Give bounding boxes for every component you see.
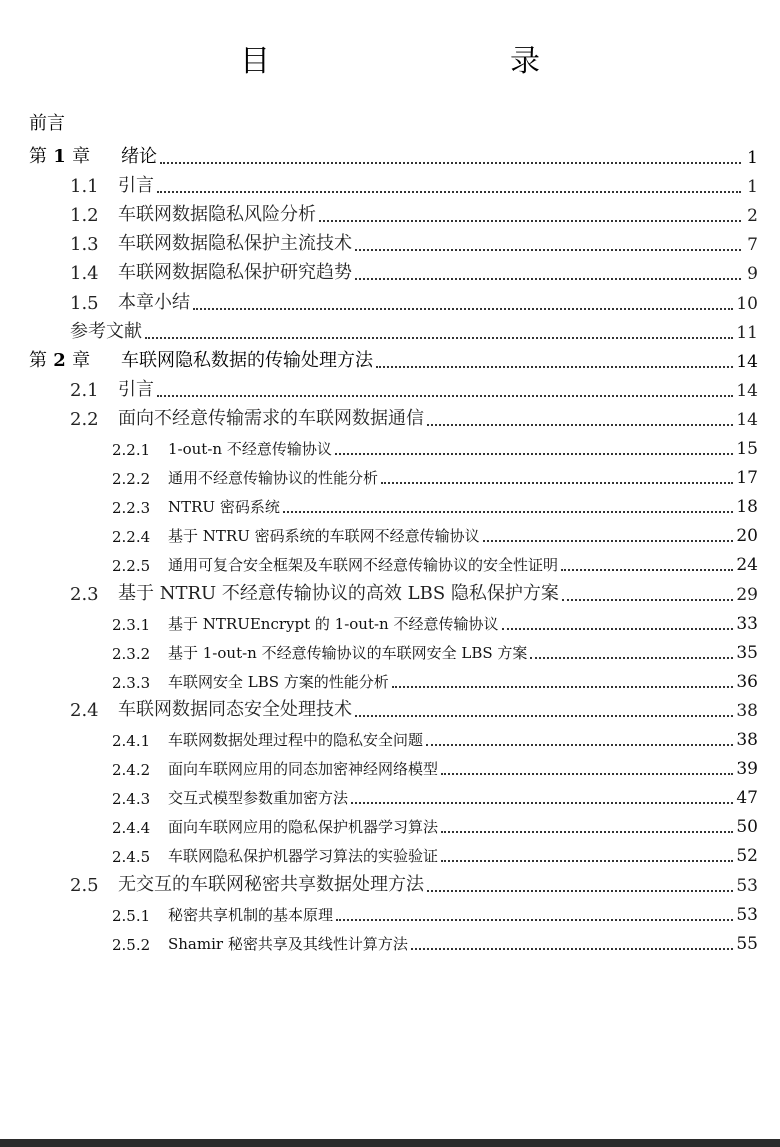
dot-leader (530, 657, 733, 659)
toc-entry[interactable] (0, 897, 780, 925)
page-number: 52 (736, 846, 758, 867)
toc-entry[interactable] (0, 402, 780, 430)
entry-label: 车联网数据同态安全处理技术 (118, 698, 352, 720)
dot-leader (355, 249, 741, 251)
section-number: 2.2.3 (112, 499, 151, 518)
page-number: 14 (736, 409, 758, 430)
entry-label: 面向车联网应用的同态加密神经网络模型 (168, 760, 439, 779)
toc-entry[interactable] (0, 693, 780, 721)
section-number: 2.1 (70, 379, 99, 401)
toc-entry[interactable] (0, 606, 780, 634)
page-number: 55 (736, 933, 758, 954)
page-number: 24 (736, 555, 758, 576)
dot-leader (355, 715, 733, 717)
page-number: 33 (736, 613, 758, 634)
page-number: 1 (747, 148, 758, 168)
dot-leader (441, 773, 733, 775)
chapter-digit: 2 (47, 349, 73, 371)
toc-entry[interactable] (0, 227, 780, 255)
dot-leader (561, 569, 733, 571)
section-number: 2.5 (70, 874, 99, 896)
dot-leader (483, 540, 734, 542)
section-number: 2.2.2 (112, 470, 151, 489)
toc-entry[interactable] (0, 315, 780, 343)
section-number: 1.3 (70, 234, 99, 256)
toc-entry[interactable] (0, 518, 780, 546)
section-number: 2.2 (70, 408, 99, 430)
section-number: 2.3.3 (112, 673, 151, 692)
entry-label: 车联网隐私数据的传输处理方法 (121, 349, 373, 371)
page-number: 29 (736, 584, 758, 605)
entry-label: 本章小结 (118, 291, 190, 313)
dot-leader (376, 366, 733, 368)
dot-leader (335, 453, 734, 455)
page-number: 7 (747, 235, 758, 256)
dot-leader (157, 395, 733, 397)
entry-label: 车联网安全 LBS 方案的性能分析 (168, 672, 389, 691)
page-number: 50 (736, 817, 758, 838)
entry-label: Shamir 秘密共享及其线性计算方法 (168, 934, 408, 953)
section-number: 2.2.5 (112, 557, 151, 576)
chapter-suffix: 章 (72, 146, 91, 167)
entry-label: 基于 NTRUEncrypt 的 1-out-n 不经意传输协议 (168, 614, 499, 633)
dot-leader (426, 744, 733, 746)
toc-entry-preface[interactable]: 前言 (29, 113, 65, 134)
section-number: 1.2 (70, 205, 99, 227)
toc-entry[interactable] (0, 577, 780, 605)
chapter-prefix: 第 (29, 146, 47, 167)
page-number: 9 (747, 264, 758, 285)
section-number: 2.2.1 (112, 441, 151, 459)
dot-leader (283, 511, 734, 513)
section-number: 1.5 (70, 292, 99, 314)
page-number: 36 (736, 671, 758, 692)
toc-entry[interactable] (0, 868, 780, 896)
toc-entry[interactable] (0, 140, 780, 168)
section-number: 1.1 (70, 176, 99, 198)
toc-entry[interactable] (0, 664, 780, 692)
entry-label: 车联网数据隐私风险分析 (118, 204, 316, 226)
entry-label: 绪论 (121, 146, 157, 167)
toc-entry[interactable] (0, 169, 780, 197)
page-number: 20 (736, 526, 758, 547)
chapter-number (29, 346, 121, 372)
toc-entry[interactable] (0, 286, 780, 314)
entry-label: 参考文献 (70, 320, 142, 342)
section-number: 2.4.2 (112, 761, 151, 780)
page-number: 14 (736, 351, 758, 372)
page-number: 39 (736, 759, 758, 780)
page-number: 10 (736, 293, 758, 314)
page-number: 11 (736, 322, 758, 343)
toc-entry[interactable] (0, 751, 780, 779)
toc-entry[interactable] (0, 198, 780, 226)
dot-leader (160, 162, 741, 164)
dot-leader (319, 220, 741, 222)
page-number: 38 (736, 700, 758, 721)
section-number: 2.3.2 (112, 644, 151, 663)
entry-label: 秘密共享机制的基本原理 (168, 905, 334, 924)
toc-entry[interactable] (0, 838, 780, 866)
toc-entry[interactable] (0, 635, 780, 663)
page-number: 53 (736, 904, 758, 925)
section-number: 2.5.1 (112, 906, 151, 925)
page-number: 35 (736, 642, 758, 663)
toc-entry[interactable] (0, 926, 780, 954)
dot-leader (427, 890, 733, 892)
page-number: 2 (747, 206, 758, 227)
section-number: 2.4.4 (112, 819, 151, 838)
dot-leader (441, 831, 733, 833)
toc-entry[interactable] (0, 722, 780, 750)
entry-label: 车联网数据隐私保护研究趋势 (118, 262, 352, 284)
entry-label: 通用不经意传输协议的性能分析 (168, 469, 379, 488)
page-number: 14 (736, 380, 758, 401)
page-number: 38 (736, 730, 758, 750)
dot-leader (336, 919, 733, 921)
entry-label: 1-out-n 不经意传输协议 (168, 440, 332, 458)
toc-entry[interactable] (0, 780, 780, 808)
page-number: 15 (736, 439, 758, 459)
toc-entry[interactable] (0, 547, 780, 575)
page-number: 18 (736, 497, 758, 518)
dot-leader (381, 482, 733, 484)
toc-entry[interactable] (0, 809, 780, 837)
entry-label: 引言 (118, 175, 154, 197)
entry-label: 基于 1-out-n 不经意传输协议的车联网安全 LBS 方案 (168, 643, 528, 662)
entry-label: 交互式模型参数重加密方法 (168, 789, 349, 808)
page-title: 目 录 (240, 44, 600, 79)
chapter-digit: 1 (47, 146, 73, 167)
dot-leader (411, 948, 734, 950)
chapter-prefix: 第 (29, 349, 47, 371)
entry-label: 引言 (118, 378, 154, 400)
bottom-bar (0, 1139, 780, 1147)
section-number: 2.4.3 (112, 790, 151, 809)
page-number: 53 (736, 875, 758, 896)
section-number: 2.4 (70, 699, 99, 721)
dot-leader (355, 278, 741, 280)
dot-leader (427, 424, 733, 426)
entry-label: 无交互的车联网秘密共享数据处理方法 (118, 873, 424, 895)
entry-label: 通用可复合安全框架及车联网不经意传输协议的安全性证明 (168, 556, 559, 575)
dot-leader (562, 599, 733, 601)
dot-leader (502, 628, 734, 630)
chapter-number (29, 142, 121, 168)
dot-leader (441, 860, 733, 862)
section-number: 2.3.1 (112, 615, 151, 634)
entry-label: 面向不经意传输需求的车联网数据通信 (118, 407, 424, 429)
entry-label: 车联网隐私保护机器学习算法的实验验证 (168, 847, 439, 866)
page-number: 1 (747, 177, 758, 198)
chapter-suffix: 章 (72, 349, 91, 371)
toc-entry[interactable] (0, 373, 780, 401)
dot-leader (157, 191, 741, 193)
toc-entry[interactable] (0, 256, 780, 284)
entry-label: 车联网数据隐私保护主流技术 (118, 233, 352, 255)
page-number: 17 (736, 468, 758, 489)
toc-entry[interactable] (0, 431, 780, 459)
section-number: 1.4 (70, 263, 99, 285)
section-number: 2.4.1 (112, 732, 151, 750)
entry-label: 面向车联网应用的隐私保护机器学习算法 (168, 818, 439, 837)
entry-label: 基于 NTRU 密码系统的车联网不经意传输协议 (168, 527, 480, 546)
toc-entry[interactable] (0, 344, 780, 372)
section-number: 2.2.4 (112, 528, 151, 547)
entry-label: 基于 NTRU 不经意传输协议的高效 LBS 隐私保护方案 (118, 582, 559, 604)
entry-label: 车联网数据处理过程中的隐私安全问题 (168, 731, 424, 749)
section-number: 2.5.2 (112, 935, 151, 954)
section-number: 2.3 (70, 583, 99, 605)
dot-leader (193, 308, 733, 310)
page-number: 47 (736, 788, 758, 809)
toc-entry[interactable] (0, 460, 780, 488)
toc-entry[interactable] (0, 489, 780, 517)
dot-leader (392, 686, 734, 688)
entry-label: NTRU 密码系统 (168, 498, 280, 517)
dot-leader (351, 802, 733, 804)
section-number: 2.4.5 (112, 848, 151, 867)
dot-leader (145, 337, 733, 339)
